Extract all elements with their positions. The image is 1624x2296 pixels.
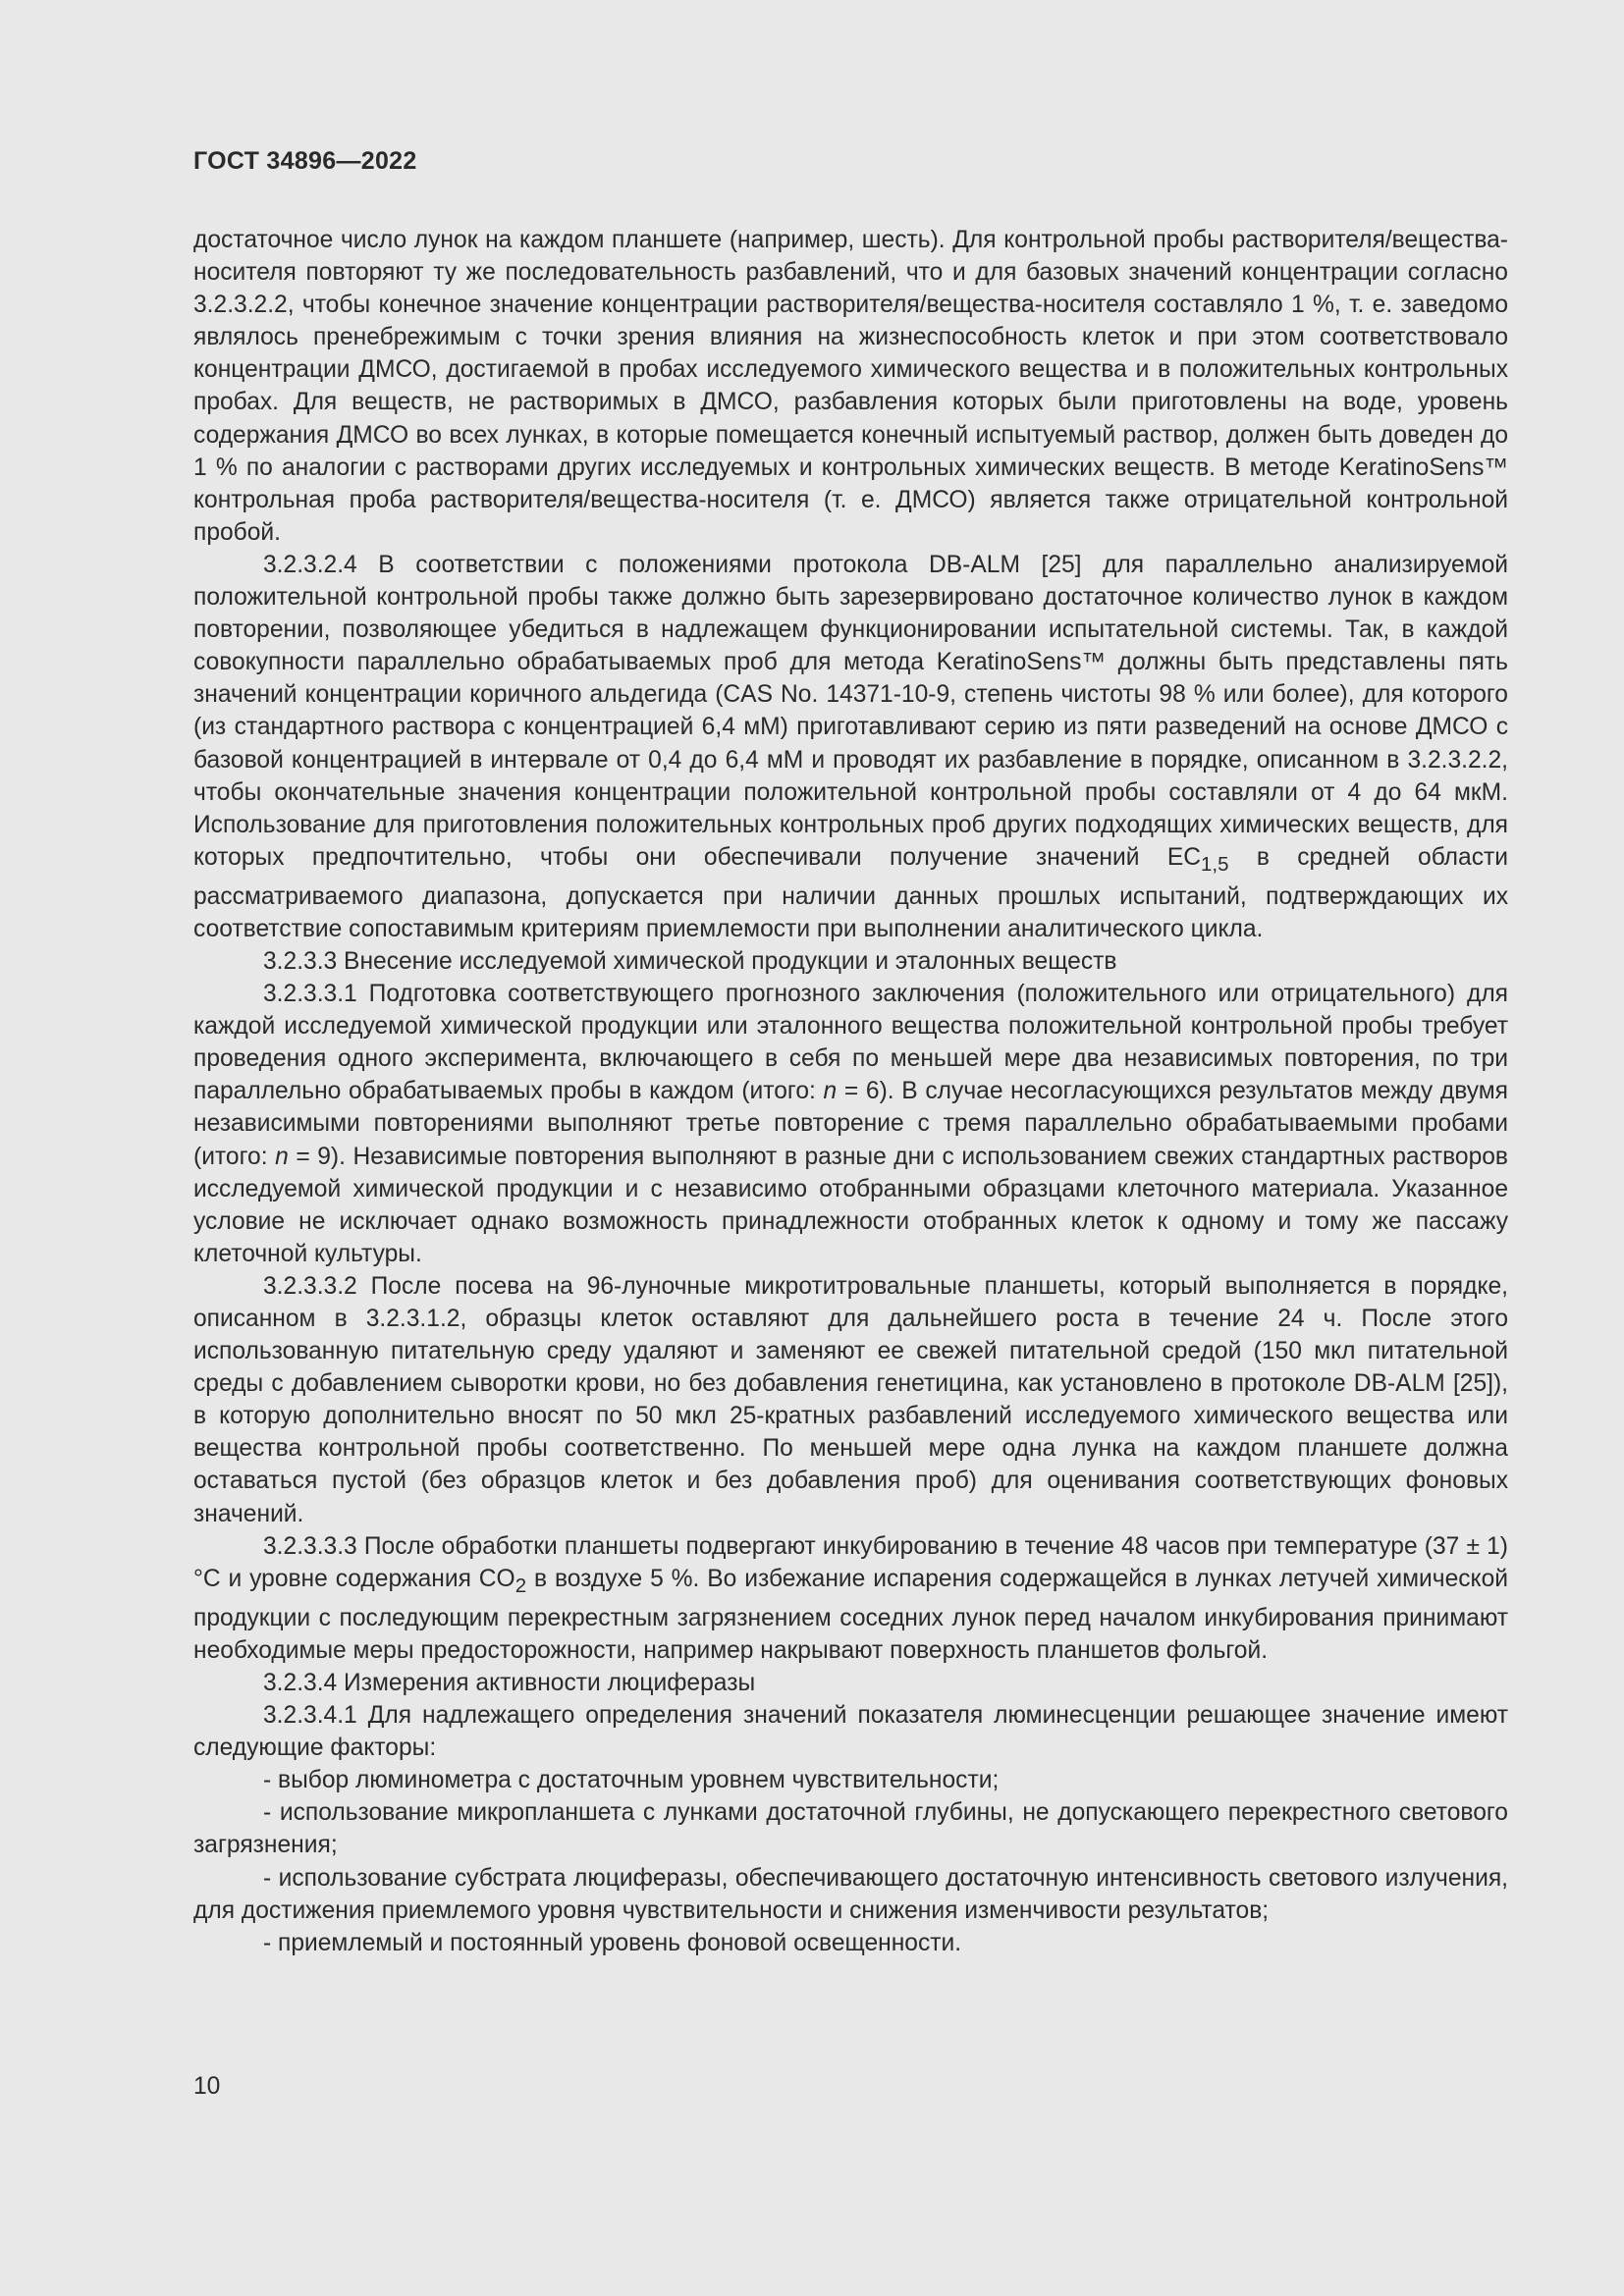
paragraph-text: = 9). Независимые повторения выполняют в разные дни с использованием свежих стандартных растворов исследуемой химической продукции и с независимо отобранными образцами клеточного материала. Указанное условие не исключает однако возможность принадлежности отобранных клеток к одному и тому же пассажу клеточной культуры. — [193, 1143, 1508, 1267]
paragraph-text: 3.2.3.3.3 После обработки планшеты подвергают инкубированию в течение 48 часов при температуре (37 ± 1) °C и уровне содержания CO — [193, 1532, 1508, 1592]
variable-n: n — [275, 1143, 289, 1170]
list-item: - использование микропланшета с лунками достаточной глубины, не допускающего перекрестного светового загрязнения; — [193, 1799, 1508, 1859]
list-item: - использование субстрата люциферазы, обеспечивающего достаточную интенсивность светового излучения, для достижения приемлемого уровня чувствительности и снижения изменчивости результатов; — [193, 1864, 1508, 1924]
document-body — [193, 224, 1508, 1959]
co2-subscript: 2 — [514, 1574, 527, 1597]
paragraph-text: в средней области рассматриваемого диапазона, допускается при наличии данных прошлых испытаний, подтверждающих их соответствие сопоставимым критериям приемлемости при выполнении аналитического цикла. — [193, 843, 1508, 942]
document-header: ГОСТ 34896—2022 — [193, 147, 417, 175]
paragraph-continuation: достаточное число лунок на каждом планшете (например, шесть). Для контрольной пробы растворителя/вещества-носителя повторяют ту же последовательность разбавлений, что и для базовых значений концентрации согласно 3.2.3.2.2, чтобы конечное значение концентрации растворителя/вещества-носителя составляло 1 %, т. е. заведомо являлось пренебрежимым с точки зрения влияния на жизнеспособность клеток и при этом соответствовало концентрации ДМСО, достигаемой в пробах исследуемого химического вещества и в положительных контрольных пробах. Для веществ, не растворимых в ДМСО, разбавления которых были приготовлены на воде, уровень содержания ДМСО во всех лунках, в которые помещается конечный испытуемый раствор, должен быть доведен до 1 % по аналогии с растворами других исследуемых и контрольных химических веществ. В методе KeratinoSens™ контрольная проба растворителя/вещества-носителя (т. е. ДМСО) является также отрицательной контрольной пробой. — [193, 227, 1508, 546]
paragraph-text: 3.2.3.2.4 В соответствии с положениями протокола DB-ALM [25] для параллельно анализируемой положительной контрольной пробы также должно быть зарезервировано достаточное количество лунок в каждом повторении, позволяющее убедиться в надлежащем функционировании испытательной системы. Так, в каждой совокупности параллельно обрабатываемых проб для метода KeratinoSens™ должны быть представлены пять значений концентрации коричного альдегида (CAS No. 14371-10-9, степень чистоты 98 % или более), для которого (из стандартного раствора с концентрацией 6,4 мМ) приготавливают серию из пяти разведений на основе ДМСО с базовой концентрацией в интервале от 0,4 до 6,4 мМ и проводят их разбавление в порядке, описанном в 3.2.3.2.2, чтобы окончательные значения концентрации положительной контрольной пробы составляли от 4 до 64 мкМ. Использование для приготовления положительных контрольных проб других подходящих химических веществ, для которых предпочтительно, чтобы они обеспечивали получение значений EC — [193, 551, 1508, 871]
variable-n: n — [823, 1078, 838, 1105]
section-heading-3-2-3-3: 3.2.3.3 Внесение исследуемой химической продукции и эталонных веществ — [263, 947, 1117, 975]
paragraph-3-2-3-3-2: 3.2.3.3.2 После посева на 96-луночные микротитровальные планшеты, который выполняется в порядке, описанном в 3.2.3.1.2, образцы клеток оставляют для дальнейшего роста в течение 24 ч. После этого использованную питательную среду удаляют и заменяют ее свежей питательной средой (150 мкл питательной среды с добавлением сыворотки крови, но без добавления генетицина, как установлено в протоколе DB-ALM [25]), в которую дополнительно вносят по 50 мкл 25-кратных разбавлений исследуемого химического вещества или вещества контрольной пробы соответственно. По меньшей мере одна лунка на каждом планшете должна оставаться пустой (без образцов клеток и без добавления проб) для оценивания соответствующих фоновых значений. — [193, 1272, 1508, 1527]
page-number: 10 — [193, 2073, 221, 2100]
paragraph-3-2-3-3-3 — [193, 1530, 1508, 1667]
paragraph-text: 3.2.3.3.1 Подготовка соответствующего прогнозного заключения (положительного или отрицательного) для каждой исследуемой химической продукции или эталонного вещества положительной контрольной пробы требует проведения одного эксперимента, включающего в себя по меньшей мере два независимых повторения, по три параллельно обрабатываемых пробы в каждом (итого: — [193, 981, 1508, 1105]
list-item: - приемлемый и постоянный уровень фоновой освещенности. — [263, 1929, 962, 1956]
paragraph-3-2-3-2-4 — [193, 549, 1508, 945]
paragraph-text: = 6). В случае несогласующихся результатов между двумя независимыми повторениями выполняют третье повторение с тремя параллельно обрабатываемыми пробами (итого: — [193, 1078, 1509, 1170]
paragraph-3-2-3-3-1 — [193, 978, 1508, 1270]
paragraph-text: в воздухе 5 %. Во избежание испарения содержащейся в лунках летучей химической продукции с последующим перекрестным загрязнением соседних лунок перед началом инкубирования принимают необходимые меры предосторожности, например накрывают поверхность планшетов фольгой. — [193, 1565, 1508, 1664]
ec-subscript: 1,5 — [1200, 852, 1229, 876]
section-heading-3-2-3-4: 3.2.3.4 Измерения активности люциферазы — [263, 1669, 756, 1696]
paragraph-3-2-3-4-1: 3.2.3.4.1 Для надлежащего определения значений показателя люминесценции решающее значение имеют следующие факторы: — [193, 1702, 1508, 1762]
list-item: - выбор люминометра с достаточным уровнем чувствительности; — [263, 1767, 1000, 1794]
